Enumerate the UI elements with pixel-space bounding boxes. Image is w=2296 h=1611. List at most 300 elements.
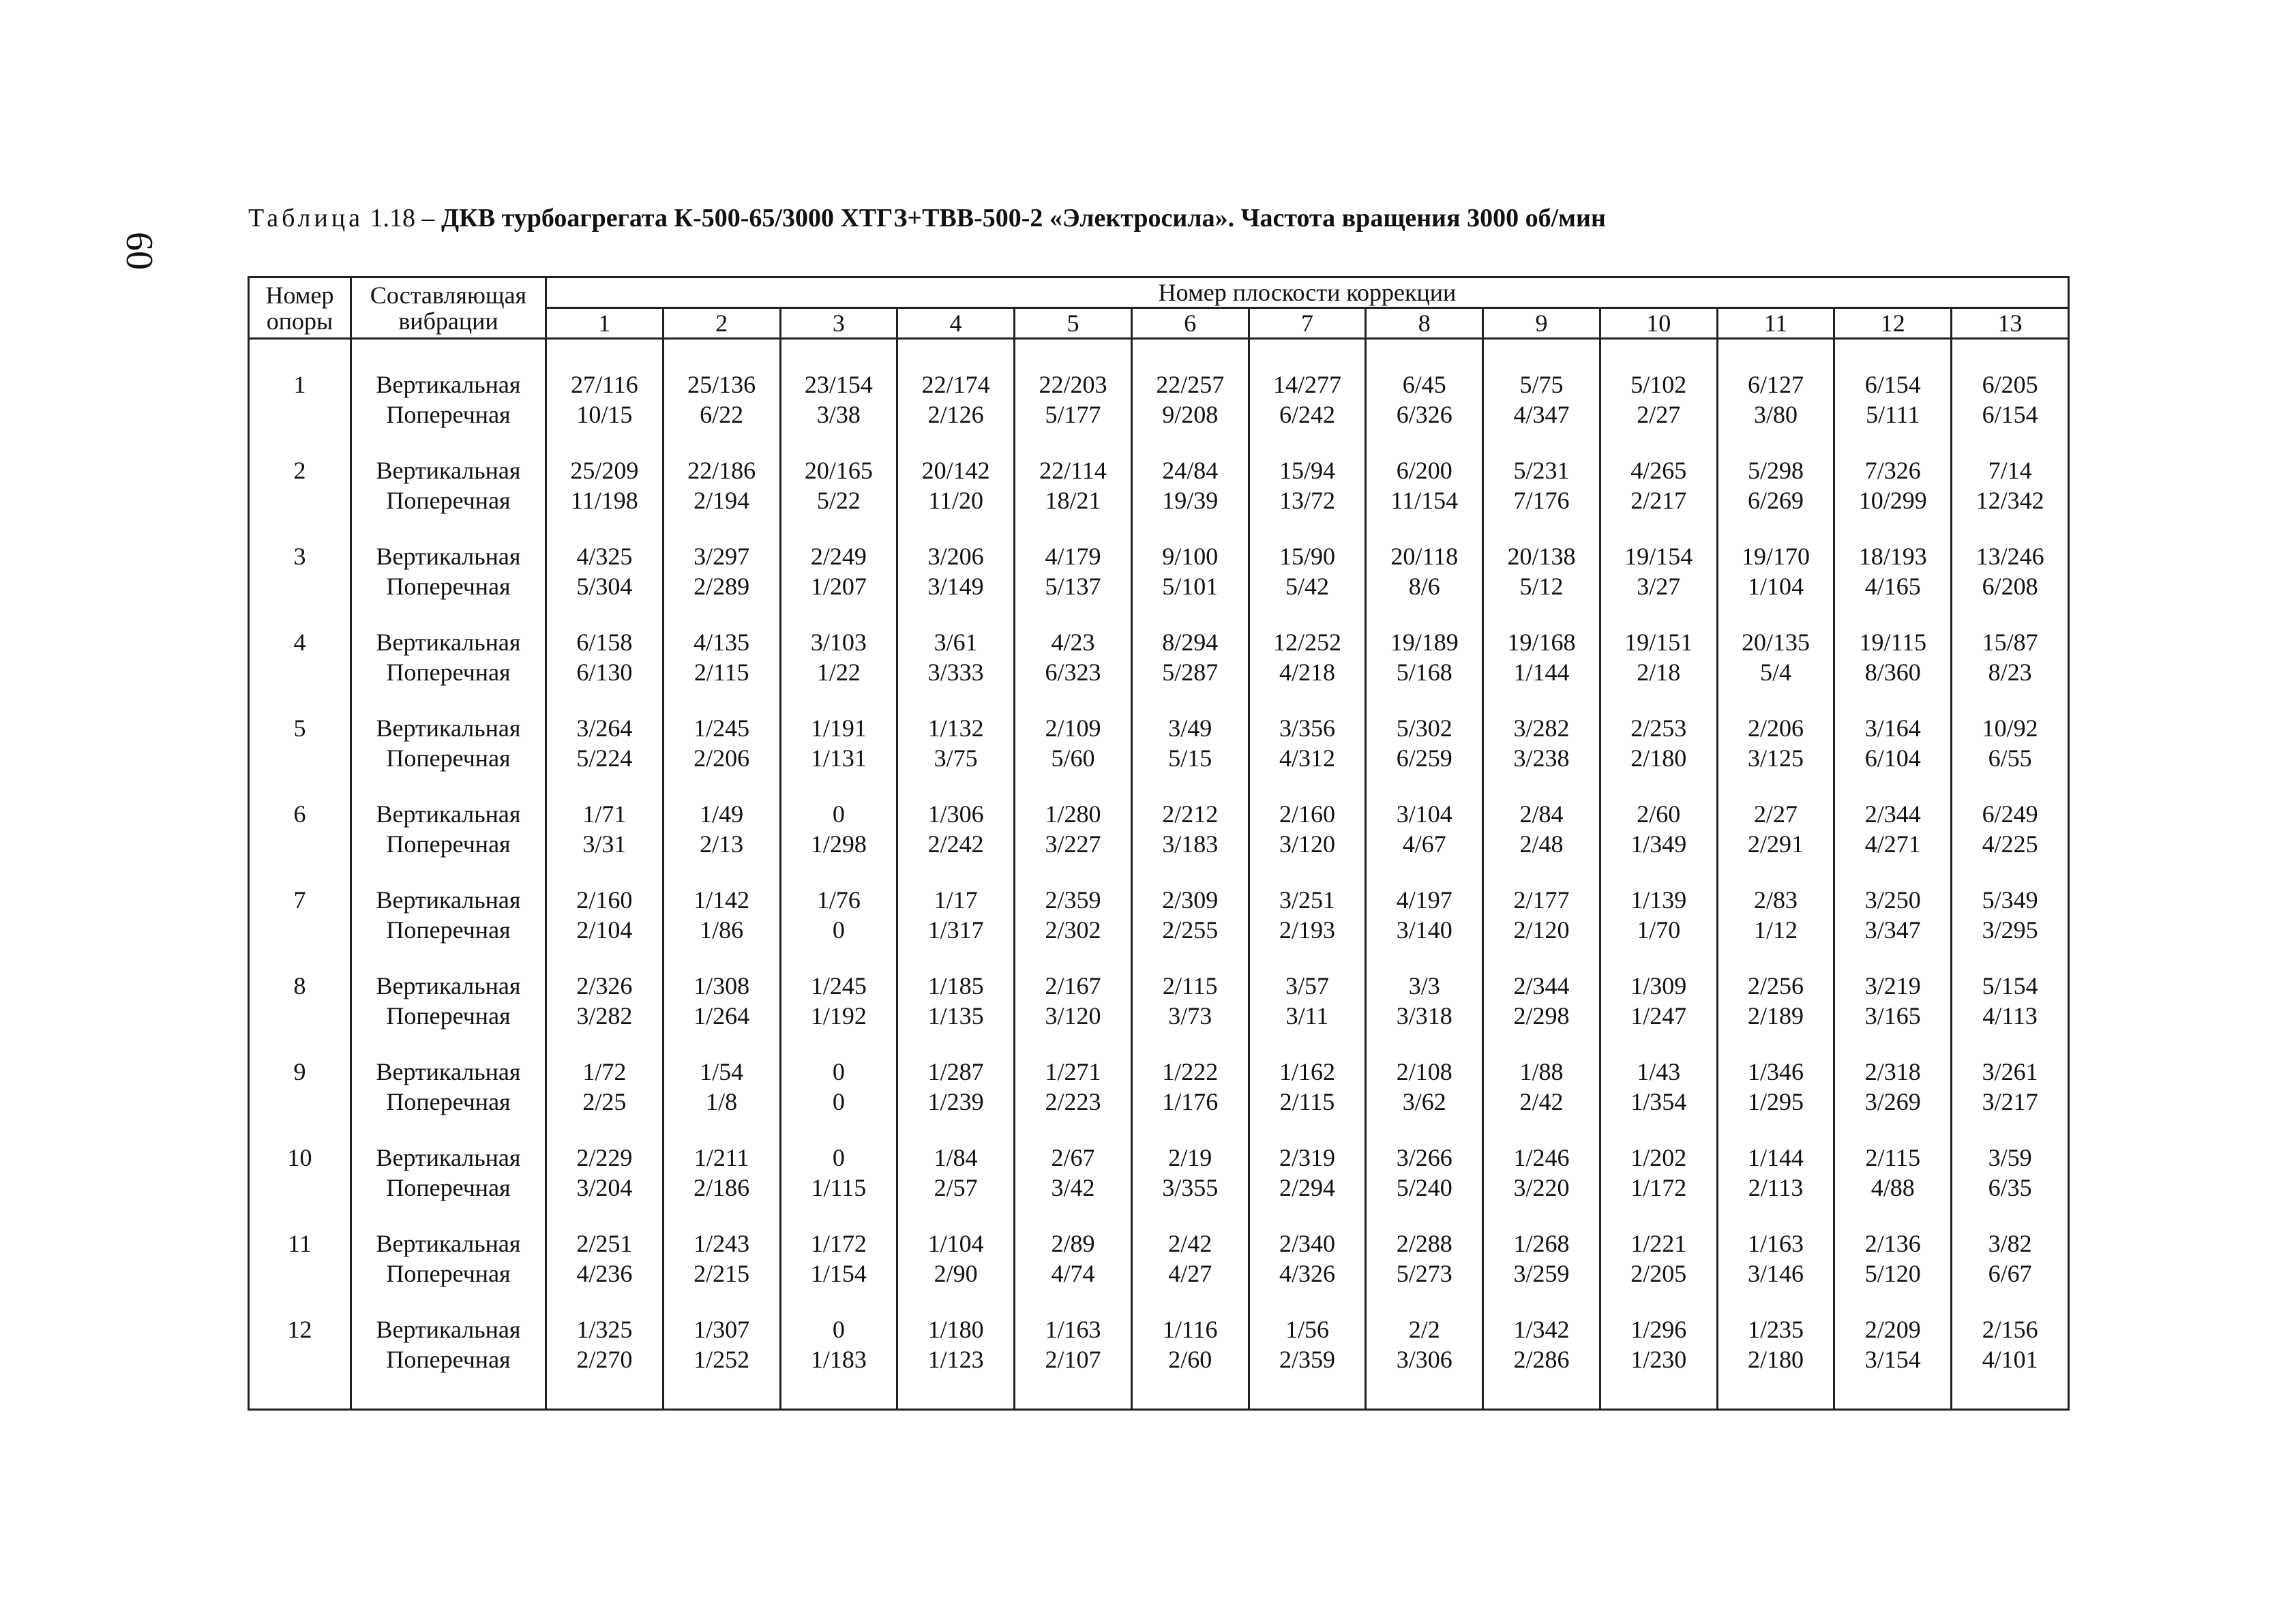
component-transverse: Поперечная	[386, 830, 511, 858]
vertical-value: 1/116	[1162, 1316, 1218, 1343]
transverse-value: 10/15	[576, 401, 633, 428]
vertical-value: 1/54	[700, 1058, 744, 1085]
value-cell	[780, 515, 897, 601]
value-cell	[1131, 773, 1249, 859]
vertical-value: 6/200	[1396, 457, 1452, 484]
value-cell	[1015, 1031, 1132, 1117]
transverse-value: 1/135	[927, 1002, 984, 1029]
value-cell	[1249, 687, 1366, 773]
vertical-value: 25/209	[570, 457, 639, 484]
component-cell	[351, 773, 546, 859]
value-cell	[780, 339, 897, 430]
vertical-value: 5/302	[1396, 714, 1452, 742]
value-cell	[1717, 339, 1834, 430]
vertical-value: 5/349	[1982, 886, 2038, 914]
vertical-value: 2/249	[810, 543, 867, 570]
transverse-value: 3/165	[1864, 1002, 1921, 1029]
component-cell	[351, 1031, 546, 1117]
header-plane-9: 9	[1483, 308, 1600, 339]
vertical-value: 12/252	[1272, 629, 1341, 656]
transverse-value: 4/113	[1982, 1002, 2038, 1029]
value-cell	[1834, 339, 1952, 430]
transverse-value: 2/294	[1279, 1174, 1335, 1201]
vertical-value: 1/221	[1630, 1230, 1687, 1257]
support-number-cell: 5	[249, 687, 351, 773]
transverse-value: 1/22	[816, 659, 861, 686]
table-row	[249, 515, 2069, 601]
vertical-value: 3/3	[1408, 972, 1440, 999]
vertical-value: 6/158	[576, 629, 633, 656]
transverse-value: 2/180	[1748, 1346, 1804, 1373]
transverse-value: 6/269	[1748, 487, 1804, 514]
component-vertical: Вертикальная	[376, 800, 521, 828]
value-cell	[1717, 945, 1834, 1031]
value-cell	[1131, 1289, 1249, 1410]
component-transverse: Поперечная	[386, 916, 511, 944]
component-transverse: Поперечная	[386, 573, 511, 600]
value-cell	[1249, 1117, 1366, 1203]
transverse-value: 3/347	[1864, 916, 1921, 944]
vertical-value: 19/189	[1390, 629, 1459, 656]
component-vertical: Вертикальная	[376, 543, 521, 570]
transverse-value: 11/198	[571, 487, 638, 514]
transverse-value: 1/123	[927, 1346, 984, 1373]
transverse-value: 5/101	[1162, 573, 1219, 600]
value-cell	[1717, 773, 1834, 859]
transverse-value: 6/35	[1988, 1174, 2032, 1201]
value-cell	[1015, 601, 1132, 687]
value-cell	[1366, 339, 1483, 430]
transverse-value: 1/264	[694, 1002, 750, 1029]
value-cell	[1717, 1289, 1834, 1410]
vertical-value: 1/49	[700, 800, 744, 828]
vertical-value: 4/325	[576, 543, 633, 570]
vertical-value: 15/94	[1279, 457, 1335, 484]
vertical-value: 1/308	[694, 972, 750, 999]
table-row	[249, 859, 2069, 945]
transverse-value: 3/120	[1279, 830, 1335, 858]
transverse-value: 2/215	[694, 1260, 750, 1287]
value-cell	[1249, 1203, 1366, 1289]
transverse-value: 1/349	[1630, 830, 1687, 858]
vertical-value: 2/156	[1982, 1316, 2038, 1343]
vertical-value: 25/136	[687, 371, 756, 398]
vertical-value: 2/83	[1754, 886, 1798, 914]
vertical-value: 2/167	[1045, 972, 1101, 999]
value-cell	[780, 430, 897, 515]
value-cell	[1717, 1203, 1834, 1289]
value-cell	[1249, 339, 1366, 430]
table-row	[249, 601, 2069, 687]
value-cell	[897, 1031, 1015, 1117]
vertical-value: 1/72	[582, 1058, 627, 1085]
transverse-value: 6/22	[700, 401, 744, 428]
header-plane-2: 2	[663, 308, 780, 339]
transverse-value: 6/55	[1988, 744, 2032, 772]
value-cell	[663, 515, 780, 601]
transverse-value: 2/57	[934, 1174, 978, 1201]
value-cell	[897, 1289, 1015, 1410]
transverse-value: 4/347	[1513, 401, 1570, 428]
value-cell	[546, 1289, 664, 1410]
component-vertical: Вертикальная	[376, 714, 521, 742]
value-cell	[663, 430, 780, 515]
value-cell	[663, 1289, 780, 1410]
value-cell	[780, 1289, 897, 1410]
component-cell	[351, 1203, 546, 1289]
transverse-value: 2/255	[1162, 916, 1219, 944]
vertical-value: 1/56	[1285, 1316, 1329, 1343]
component-transverse: Поперечная	[386, 1260, 511, 1287]
value-cell	[1600, 945, 1717, 1031]
value-cell	[1483, 945, 1600, 1031]
transverse-value: 5/4	[1760, 659, 1792, 686]
vertical-value: 2/108	[1396, 1058, 1452, 1085]
vertical-value: 1/144	[1748, 1144, 1804, 1171]
transverse-value: 4/165	[1864, 573, 1921, 600]
table-row	[249, 1203, 2069, 1289]
transverse-value: 2/115	[1279, 1088, 1335, 1115]
value-cell	[1131, 859, 1249, 945]
vertical-value: 1/296	[1630, 1316, 1687, 1343]
vertical-value: 6/127	[1748, 371, 1804, 398]
vertical-value: 2/109	[1045, 714, 1101, 742]
component-vertical: Вертикальная	[376, 972, 521, 999]
vertical-value: 3/251	[1279, 886, 1335, 914]
vertical-value: 1/280	[1045, 800, 1101, 828]
value-cell	[546, 945, 664, 1031]
value-cell	[1249, 601, 1366, 687]
value-cell	[1717, 687, 1834, 773]
value-cell	[1131, 945, 1249, 1031]
vertical-value: 1/307	[694, 1316, 750, 1343]
transverse-value: 3/355	[1162, 1174, 1219, 1201]
value-cell	[1834, 1117, 1952, 1203]
vertical-value: 1/325	[576, 1316, 633, 1343]
transverse-value: 2/126	[927, 401, 984, 428]
vertical-value: 1/84	[934, 1144, 978, 1171]
transverse-value: 11/20	[928, 487, 984, 514]
value-cell	[546, 601, 664, 687]
vertical-value: 1/76	[816, 886, 861, 914]
vertical-value: 1/162	[1279, 1058, 1335, 1085]
value-cell	[1952, 515, 2069, 601]
transverse-value: 3/38	[816, 401, 861, 428]
value-cell	[1366, 945, 1483, 1031]
vertical-value: 2/256	[1748, 972, 1804, 999]
transverse-value: 6/130	[576, 659, 633, 686]
transverse-value: 2/206	[694, 744, 750, 772]
vertical-value: 3/164	[1864, 714, 1921, 742]
vertical-value: 7/326	[1864, 457, 1921, 484]
component-transverse: Поперечная	[386, 487, 511, 514]
vertical-value: 22/257	[1156, 371, 1225, 398]
component-transverse: Поперечная	[386, 1088, 511, 1115]
transverse-value: 5/240	[1396, 1174, 1452, 1201]
transverse-value: 1/295	[1748, 1088, 1804, 1115]
vertical-value: 1/43	[1637, 1058, 1681, 1085]
vertical-value: 5/75	[1519, 371, 1564, 398]
transverse-value: 5/42	[1285, 573, 1329, 600]
value-cell	[663, 859, 780, 945]
vertical-value: 3/356	[1279, 714, 1335, 742]
transverse-value: 2/289	[694, 573, 750, 600]
transverse-value: 7/176	[1513, 487, 1570, 514]
vertical-value: 1/132	[927, 714, 984, 742]
transverse-value: 1/144	[1513, 659, 1570, 686]
vertical-value: 1/271	[1045, 1058, 1101, 1085]
transverse-value: 0	[832, 1088, 845, 1115]
vertical-value: 2/60	[1637, 800, 1681, 828]
transverse-value: 2/186	[694, 1174, 750, 1201]
component-vertical: Вертикальная	[376, 1230, 521, 1257]
support-number-cell: 1	[249, 339, 351, 430]
vertical-value: 2/344	[1513, 972, 1570, 999]
transverse-value: 3/75	[934, 744, 978, 772]
value-cell	[1366, 515, 1483, 601]
header-plane-3: 3	[780, 308, 897, 339]
value-cell	[897, 773, 1015, 859]
vertical-value: 5/102	[1630, 371, 1687, 398]
transverse-value: 2/217	[1630, 487, 1687, 514]
value-cell	[1834, 1031, 1952, 1117]
vertical-value: 1/245	[810, 972, 867, 999]
vertical-value: 4/197	[1396, 886, 1452, 914]
vertical-value: 1/185	[927, 972, 984, 999]
vertical-value: 2/326	[576, 972, 633, 999]
transverse-value: 2/107	[1045, 1346, 1101, 1373]
value-cell	[1600, 1289, 1717, 1410]
transverse-value: 6/326	[1396, 401, 1452, 428]
value-cell	[1600, 859, 1717, 945]
transverse-value: 2/104	[576, 916, 633, 944]
value-cell	[663, 687, 780, 773]
support-number-cell: 3	[249, 515, 351, 601]
value-cell	[780, 601, 897, 687]
value-cell	[1131, 430, 1249, 515]
value-cell	[1366, 1031, 1483, 1117]
value-cell	[663, 1203, 780, 1289]
value-cell	[1834, 687, 1952, 773]
value-cell	[1717, 430, 1834, 515]
component-cell	[351, 1289, 546, 1410]
vertical-value: 23/154	[804, 371, 873, 398]
component-cell	[351, 1117, 546, 1203]
value-cell	[1717, 1117, 1834, 1203]
transverse-value: 6/242	[1279, 401, 1335, 428]
transverse-value: 5/273	[1396, 1260, 1452, 1287]
vertical-value: 13/246	[1976, 543, 2044, 570]
transverse-value: 1/131	[810, 744, 867, 772]
transverse-value: 5/12	[1519, 573, 1564, 600]
transverse-value: 8/360	[1864, 659, 1921, 686]
table-row	[249, 339, 2069, 430]
vertical-value: 2/344	[1864, 800, 1921, 828]
value-cell	[546, 687, 664, 773]
transverse-value: 1/172	[1630, 1174, 1687, 1201]
value-cell	[546, 773, 664, 859]
transverse-value: 1/354	[1630, 1088, 1687, 1115]
value-cell	[1952, 339, 2069, 430]
vertical-value: 3/266	[1396, 1144, 1452, 1171]
transverse-value: 5/168	[1396, 659, 1452, 686]
transverse-value: 3/11	[1285, 1002, 1329, 1029]
transverse-value: 2/48	[1519, 830, 1564, 858]
transverse-value: 3/204	[576, 1174, 633, 1201]
component-vertical: Вертикальная	[376, 886, 521, 914]
value-cell	[1483, 601, 1600, 687]
vertical-value: 2/19	[1168, 1144, 1212, 1171]
vertical-value: 19/154	[1624, 543, 1693, 570]
transverse-value: 4/312	[1279, 744, 1335, 772]
value-cell	[1131, 1117, 1249, 1203]
transverse-value: 2/193	[1279, 916, 1335, 944]
vertical-value: 2/89	[1051, 1230, 1095, 1257]
transverse-value: 3/318	[1396, 1002, 1452, 1029]
value-cell	[1834, 859, 1952, 945]
vertical-value: 2/318	[1864, 1058, 1921, 1085]
vertical-value: 20/135	[1742, 629, 1810, 656]
vertical-value: 2/319	[1279, 1144, 1335, 1171]
transverse-value: 1/115	[811, 1174, 867, 1201]
component-vertical: Вертикальная	[376, 1316, 521, 1343]
value-cell	[1600, 430, 1717, 515]
vertical-value: 3/261	[1982, 1058, 2038, 1085]
value-cell	[1600, 339, 1717, 430]
transverse-value: 4/88	[1870, 1174, 1915, 1201]
header-plane-10: 10	[1600, 308, 1717, 339]
vertical-value: 1/71	[582, 800, 627, 828]
vertical-value: 1/346	[1748, 1058, 1804, 1085]
vertical-value: 3/103	[810, 629, 867, 656]
value-cell	[1249, 515, 1366, 601]
vertical-value: 19/170	[1742, 543, 1810, 570]
value-cell	[1483, 859, 1600, 945]
transverse-value: 2/286	[1513, 1346, 1570, 1373]
vertical-value: 19/151	[1624, 629, 1693, 656]
transverse-value: 13/72	[1279, 487, 1335, 514]
transverse-value: 5/224	[576, 744, 633, 772]
transverse-value: 5/15	[1168, 744, 1212, 772]
value-cell	[897, 945, 1015, 1031]
value-cell	[1131, 339, 1249, 430]
support-number-cell: 12	[249, 1289, 351, 1410]
transverse-value: 5/304	[576, 573, 633, 600]
value-cell	[897, 515, 1015, 601]
value-cell	[1600, 773, 1717, 859]
support-number-cell: 6	[249, 773, 351, 859]
vertical-value: 1/163	[1045, 1316, 1101, 1343]
vertical-value: 10/92	[1982, 714, 2038, 742]
vertical-value: 6/205	[1982, 371, 2038, 398]
transverse-value: 6/259	[1396, 744, 1452, 772]
transverse-value: 4/101	[1982, 1346, 2038, 1373]
value-cell	[1249, 1289, 1366, 1410]
vertical-value: 9/100	[1162, 543, 1219, 570]
transverse-value: 4/236	[576, 1260, 633, 1287]
value-cell	[1600, 687, 1717, 773]
value-cell	[1600, 515, 1717, 601]
value-cell	[1015, 515, 1132, 601]
vertical-value: 1/17	[934, 886, 978, 914]
value-cell	[1483, 1031, 1600, 1117]
value-cell	[1015, 945, 1132, 1031]
value-cell	[1131, 687, 1249, 773]
page-number: 60	[118, 232, 160, 270]
vertical-value: 3/282	[1513, 714, 1570, 742]
value-cell	[1952, 1031, 2069, 1117]
vertical-value: 1/211	[694, 1144, 749, 1171]
header-plane-1: 1	[546, 308, 664, 339]
value-cell	[897, 687, 1015, 773]
transverse-value: 1/183	[810, 1346, 867, 1373]
transverse-value: 2/13	[700, 830, 744, 858]
value-cell	[1834, 430, 1952, 515]
vertical-value: 18/193	[1858, 543, 1927, 570]
value-cell	[1600, 1203, 1717, 1289]
value-cell	[1015, 1117, 1132, 1203]
transverse-value: 1/70	[1637, 916, 1681, 944]
vertical-value: 2/251	[576, 1230, 633, 1257]
transverse-value: 2/27	[1637, 401, 1681, 428]
value-cell	[780, 1203, 897, 1289]
component-transverse: Поперечная	[386, 1002, 511, 1029]
transverse-value: 3/149	[927, 573, 984, 600]
transverse-value: 5/137	[1045, 573, 1101, 600]
value-cell	[1131, 1203, 1249, 1289]
vertical-value: 1/172	[810, 1230, 867, 1257]
vertical-value: 3/57	[1285, 972, 1329, 999]
vertical-value: 3/59	[1988, 1144, 2032, 1171]
vertical-value: 2/309	[1162, 886, 1219, 914]
value-cell	[1483, 1117, 1600, 1203]
table-row	[249, 687, 2069, 773]
header-support-number: Номер опоры	[249, 277, 351, 339]
vertical-value: 6/154	[1864, 371, 1921, 398]
transverse-value: 6/323	[1045, 659, 1101, 686]
component-vertical: Вертикальная	[376, 1058, 521, 1085]
transverse-value: 1/86	[700, 916, 744, 944]
transverse-value: 4/326	[1279, 1260, 1335, 1287]
component-cell	[351, 859, 546, 945]
value-cell	[780, 687, 897, 773]
transverse-value: 4/271	[1864, 830, 1921, 858]
value-cell	[1952, 1289, 2069, 1410]
vertical-value: 2/253	[1630, 714, 1687, 742]
value-cell	[897, 601, 1015, 687]
transverse-value: 3/31	[582, 830, 627, 858]
transverse-value: 3/333	[927, 659, 984, 686]
component-cell	[351, 515, 546, 601]
vertical-value: 1/235	[1748, 1316, 1804, 1343]
vertical-value: 1/309	[1630, 972, 1687, 999]
transverse-value: 4/218	[1279, 659, 1335, 686]
vertical-value: 6/249	[1982, 800, 2038, 828]
value-cell	[1366, 601, 1483, 687]
value-cell	[546, 1031, 664, 1117]
transverse-value: 6/104	[1864, 744, 1921, 772]
transverse-value: 8/6	[1408, 573, 1440, 600]
transverse-value: 3/183	[1162, 830, 1219, 858]
value-cell	[1015, 339, 1132, 430]
vertical-value: 2/288	[1396, 1230, 1452, 1257]
vertical-value: 2/84	[1519, 800, 1564, 828]
component-transverse: Поперечная	[386, 1174, 511, 1201]
caption-lead: Таблица	[248, 204, 364, 232]
value-cell	[897, 339, 1015, 430]
vertical-value: 22/203	[1039, 371, 1107, 398]
transverse-value: 2/242	[927, 830, 984, 858]
